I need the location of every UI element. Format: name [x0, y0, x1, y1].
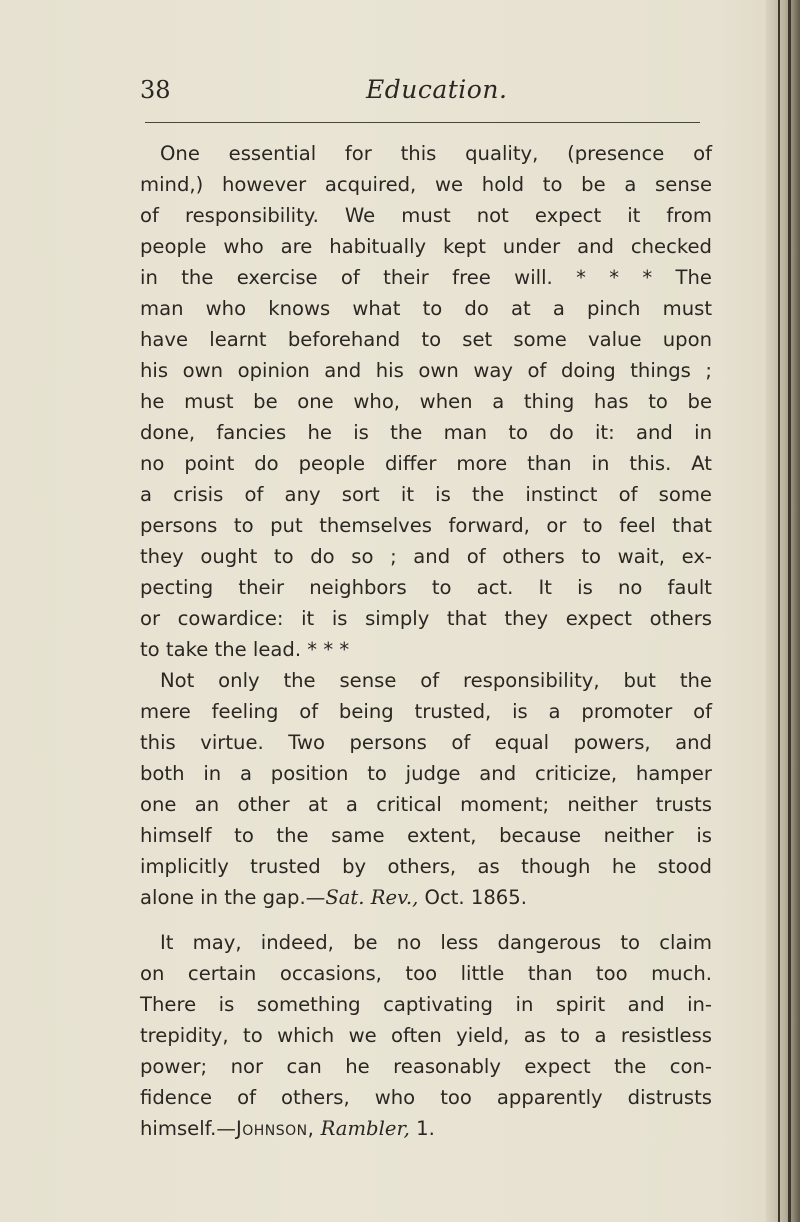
text-line: both in a position to judge and criticize, hamper [140, 762, 712, 785]
text-line: mind,) however acquired, we hold to be a sense [140, 173, 712, 196]
text-line: to take the lead. * * * [140, 638, 350, 661]
paragraph-gap [140, 913, 712, 927]
header-rule [145, 122, 700, 123]
citation-text: himself.— [140, 1117, 236, 1140]
citation-text: alone in the gap.— [140, 886, 326, 909]
paragraph [140, 927, 712, 1144]
text-line-citation [140, 882, 712, 913]
page-header [140, 72, 700, 112]
text-line: this virtue. Two persons of equal powers, and [140, 731, 712, 754]
text-line: one an other at a critical moment; neither trusts [140, 793, 712, 816]
citation-number: 1. [409, 1117, 435, 1140]
text-line: on certain occasions, too little than too much. [140, 962, 712, 985]
text-line: or cowardice: it is simply that they expect others [140, 607, 712, 630]
text-line: no point do people differ more than in this. At [140, 452, 712, 475]
text-line: One essential for this quality, (presence of [160, 142, 712, 165]
citation-source: Sat. Rev., [325, 886, 419, 909]
text-line: his own opinion and his own way of doing things ; [140, 359, 712, 382]
text-line: Not only the sense of responsibility, but the [160, 669, 712, 692]
citation-date: Oct. 1865. [418, 886, 527, 909]
text-line: they ought to do so ; and of others to wait, ex- [140, 545, 712, 568]
text-line: It may, indeed, be no less dangerous to claim [160, 931, 712, 954]
text-line: fidence of others, who too apparently distrusts [140, 1086, 712, 1109]
text-line: There is something captivating in spirit and in- [140, 993, 712, 1016]
body-text [140, 138, 712, 1144]
text-line: done, fancies he is the man to do it: and in [140, 421, 712, 444]
text-line: mere feeling of being trusted, is a promoter of [140, 700, 712, 723]
binding-line [788, 0, 791, 1222]
binding-edge [766, 0, 800, 1222]
text-line: a crisis of any sort it is the instinct of some [140, 483, 712, 506]
text-line: implicitly trusted by others, as though he stood [140, 855, 712, 878]
text-line: of responsibility. We must not expect it from [140, 204, 712, 227]
text-line: in the exercise of their free will. * * * The [140, 266, 712, 289]
text-line: himself to the same extent, because neither is [140, 824, 712, 847]
paragraph [140, 665, 712, 913]
binding-line [778, 0, 780, 1222]
page-number: 38 [140, 76, 171, 104]
text-line-citation [140, 1113, 712, 1144]
text-line: power; nor can he reasonably expect the con- [140, 1055, 712, 1078]
citation-author: Johnson, [235, 1117, 315, 1140]
citation-source: Rambler, [320, 1117, 410, 1140]
text-line: man who knows what to do at a pinch must [140, 297, 712, 320]
text-line: he must be one who, when a thing has to be [140, 390, 712, 413]
running-title: Education. [366, 75, 508, 104]
text-line: people who are habitually kept under and checked [140, 235, 712, 258]
text-line: persons to put themselves forward, or to feel that [140, 514, 712, 537]
text-line: have learnt beforehand to set some value upon [140, 328, 712, 351]
text-line: trepidity, to which we often yield, as to a resistless [140, 1024, 712, 1047]
text-line: pecting their neighbors to act. It is no fault [140, 576, 712, 599]
paragraph [140, 138, 712, 665]
